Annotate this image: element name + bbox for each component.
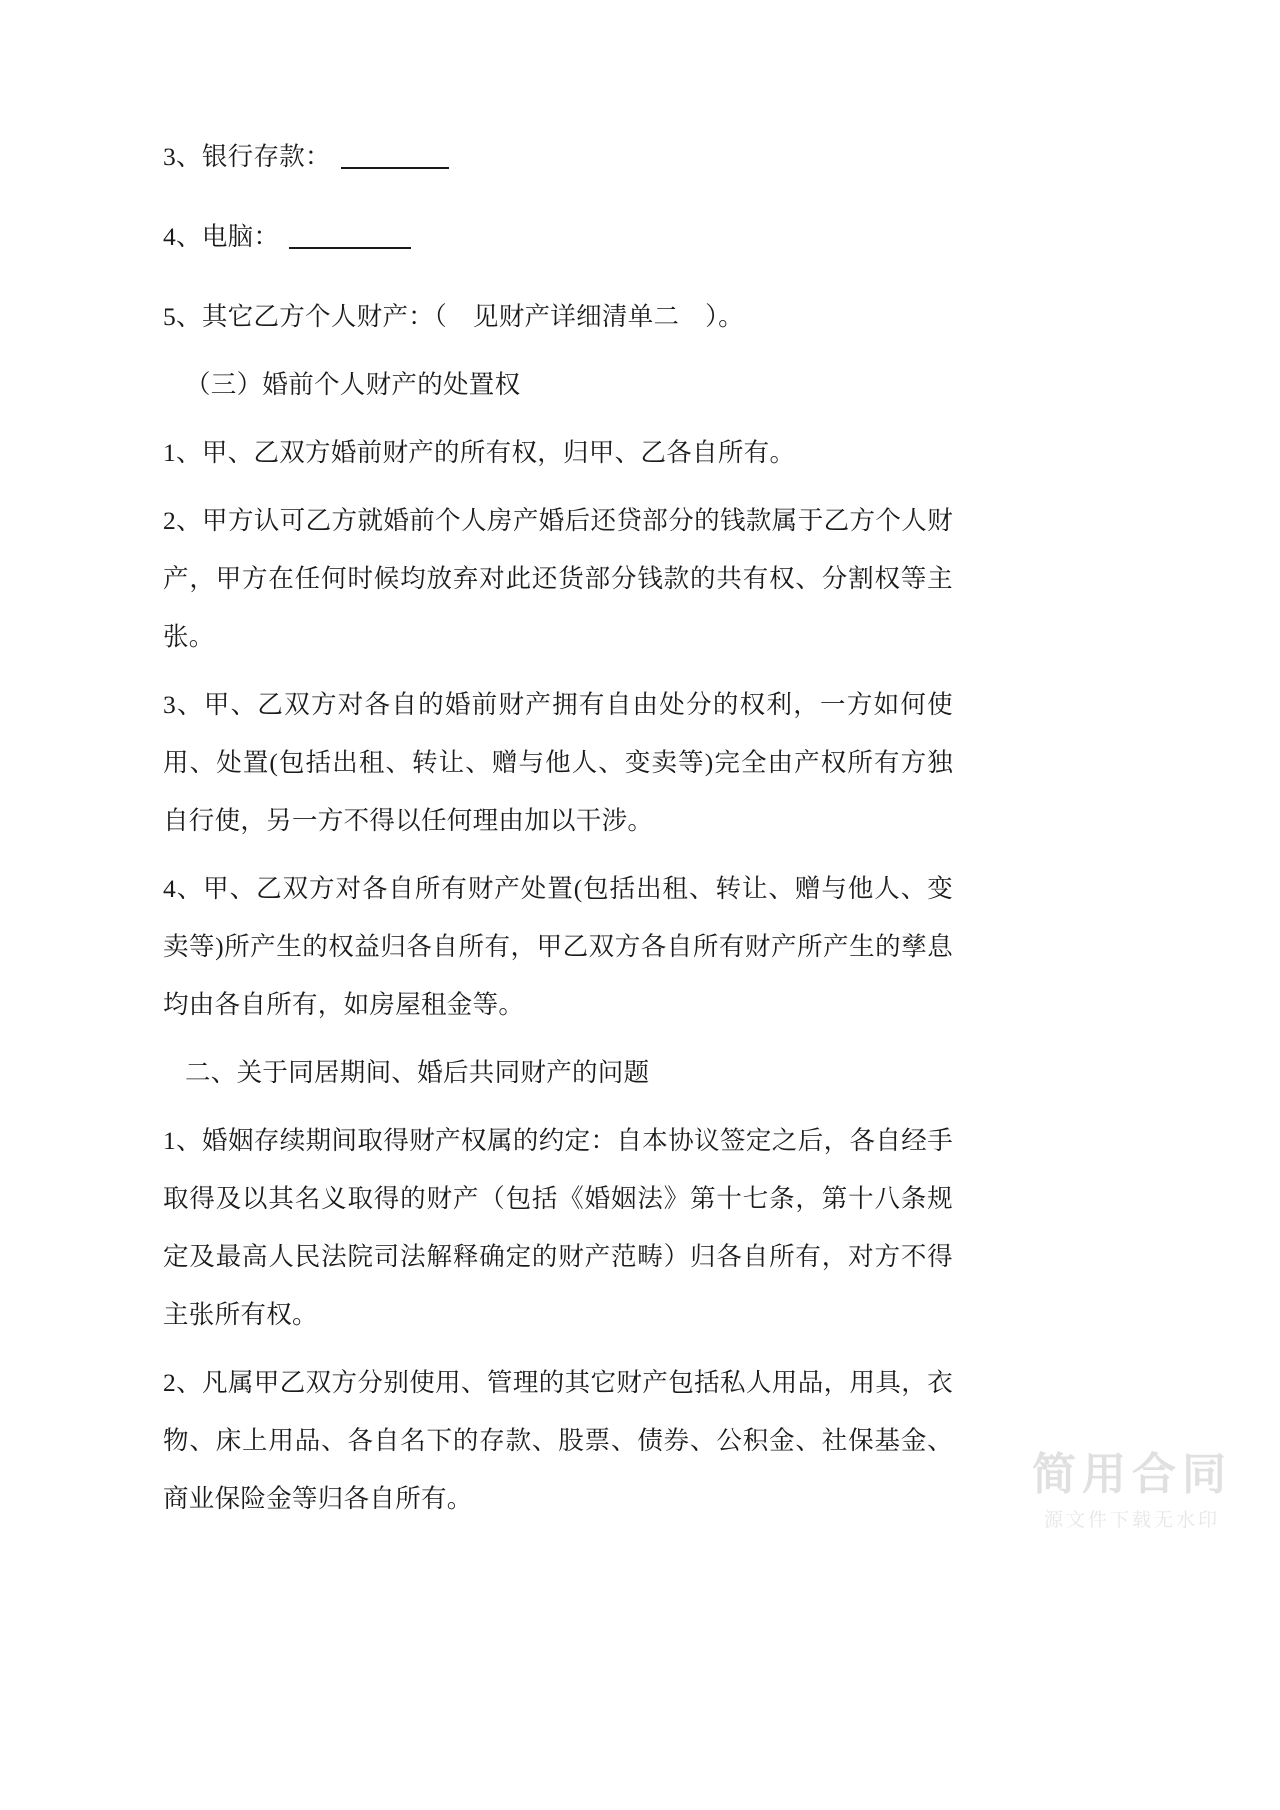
section-heading-disposal-right: （三）婚前个人财产的处置权 (185, 370, 521, 399)
document-body (163, 128, 953, 1538)
fill-in-label-bank-deposit: 3、银行存款： (163, 142, 331, 171)
clause-marital-property-agreement: 1、婚姻存续期间取得财产权属的约定：自本协议签定之后，各自经手取得及以其名义取得的财产（包括《婚姻法》第十七条，第十八条规定及最高人民法院司法解释确定的财产范畴）归各自所有，对方不得主张所有权。 (163, 1126, 953, 1329)
watermark-sub-text: 源文件下载无水印 (1043, 1509, 1220, 1531)
clause-mortgage-repayment: 2、甲方认可乙方就婚前个人房产婚后还贷部分的钱款属于乙方个人财产，甲方在任何时候均放弃对此还货部分钱款的共有权、分割权等主张。 (163, 506, 953, 651)
fill-in-blank-bank-deposit[interactable] (341, 167, 449, 169)
clause-free-disposal: 3、甲、乙双方对各自的婚前财产拥有自由处分的权利，一方如何使用、处置(包括出租、转让、赠与他人、变卖等)完全由产权所有方独自行使，另一方不得以任何理由加以干涉。 (163, 690, 953, 835)
fill-in-blank-computer[interactable] (289, 247, 411, 249)
fill-in-item-bank-deposit (163, 128, 953, 186)
fill-in-item-computer (163, 208, 953, 266)
clause-other-property-b: 5、其它乙方个人财产：（ 见财产详细清单二 ）。 (163, 302, 744, 331)
clause-premarital-ownership: 1、甲、乙双方婚前财产的所有权，归甲、乙各自所有。 (163, 438, 796, 467)
watermark (1032, 1448, 1232, 1532)
fill-in-label-computer: 4、电脑： (163, 222, 280, 251)
watermark-main-text: 简用合同 (1032, 1448, 1232, 1500)
clause-disposal-proceeds: 4、甲、乙双方对各自所有财产处置(包括出租、转让、赠与他人、变卖等)所产生的权益归各自所有，甲乙双方各自所有财产所产生的孳息均由各自所有，如房屋租金等。 (163, 874, 953, 1019)
section-heading-cohabitation-property: 二、关于同居期间、婚后共同财产的问题 (185, 1058, 650, 1087)
clause-personal-items-ownership: 2、凡属甲乙双方分别使用、管理的其它财产包括私人用品，用具，衣物、床上用品、各自名下的存款、股票、债券、公积金、社保基金、商业保险金等归各自所有。 (163, 1368, 953, 1513)
